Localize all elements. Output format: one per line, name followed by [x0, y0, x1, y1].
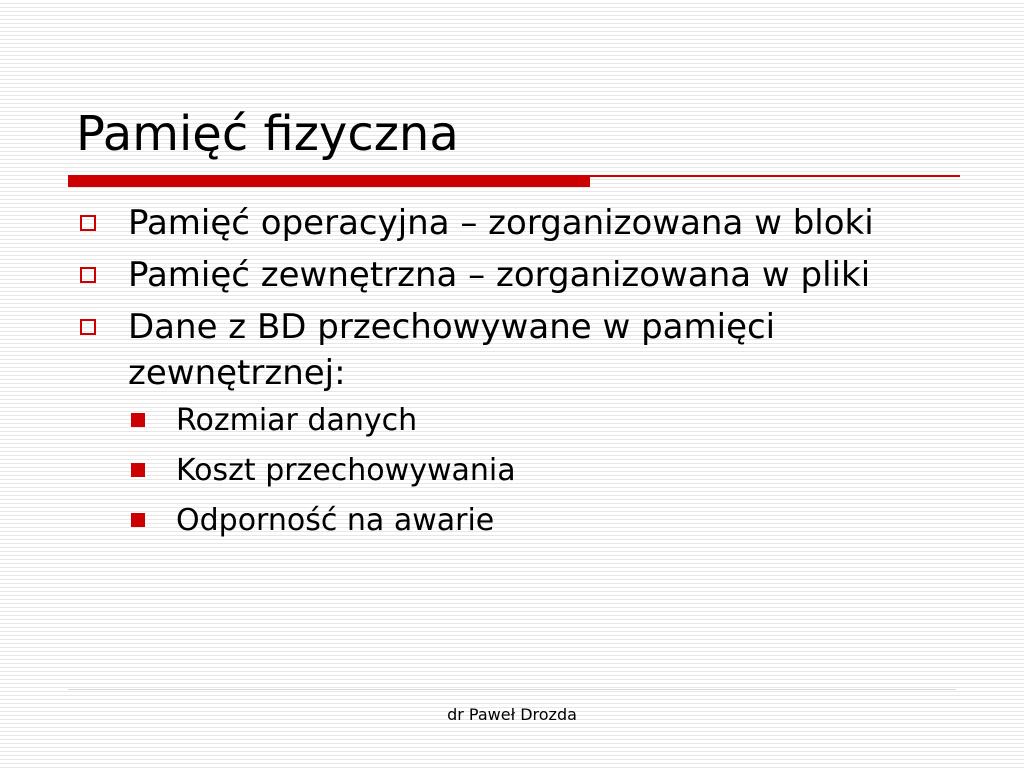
bullet-text: Pamięć operacyjna – zorganizowana w bloki [128, 203, 874, 243]
bullet-item [0, 252, 958, 298]
footer-divider [68, 689, 956, 690]
slide-title: Pamięć fizyczna [76, 106, 459, 162]
bullet-text: Dane z BD przechowywane w pamięci zewnętrznej: [128, 307, 776, 393]
bullet-text: Pamięć zewnętrzna – zorganizowana w pliki [128, 255, 871, 295]
bullet-list [0, 200, 1024, 552]
filled-square-bullet-icon [131, 463, 145, 477]
title-underline-thick [68, 175, 590, 187]
hollow-square-bullet-icon [80, 215, 96, 231]
sub-bullet-item [0, 452, 1024, 490]
bullet-item [0, 200, 958, 246]
filled-square-bullet-icon [131, 413, 145, 427]
sub-bullet-item [0, 502, 1024, 540]
sub-bullet-text: Odporność na awarie [176, 503, 495, 538]
bullet-item [0, 304, 958, 396]
hollow-square-bullet-icon [80, 319, 96, 335]
sub-bullet-item [0, 402, 1024, 440]
sub-bullet-text: Rozmiar danych [176, 403, 418, 438]
filled-square-bullet-icon [131, 513, 145, 527]
footer-author: dr Paweł Drozda [447, 705, 577, 724]
sub-bullet-text: Koszt przechowywania [176, 453, 516, 488]
title-underline-thin [590, 175, 960, 177]
hollow-square-bullet-icon [80, 267, 96, 283]
